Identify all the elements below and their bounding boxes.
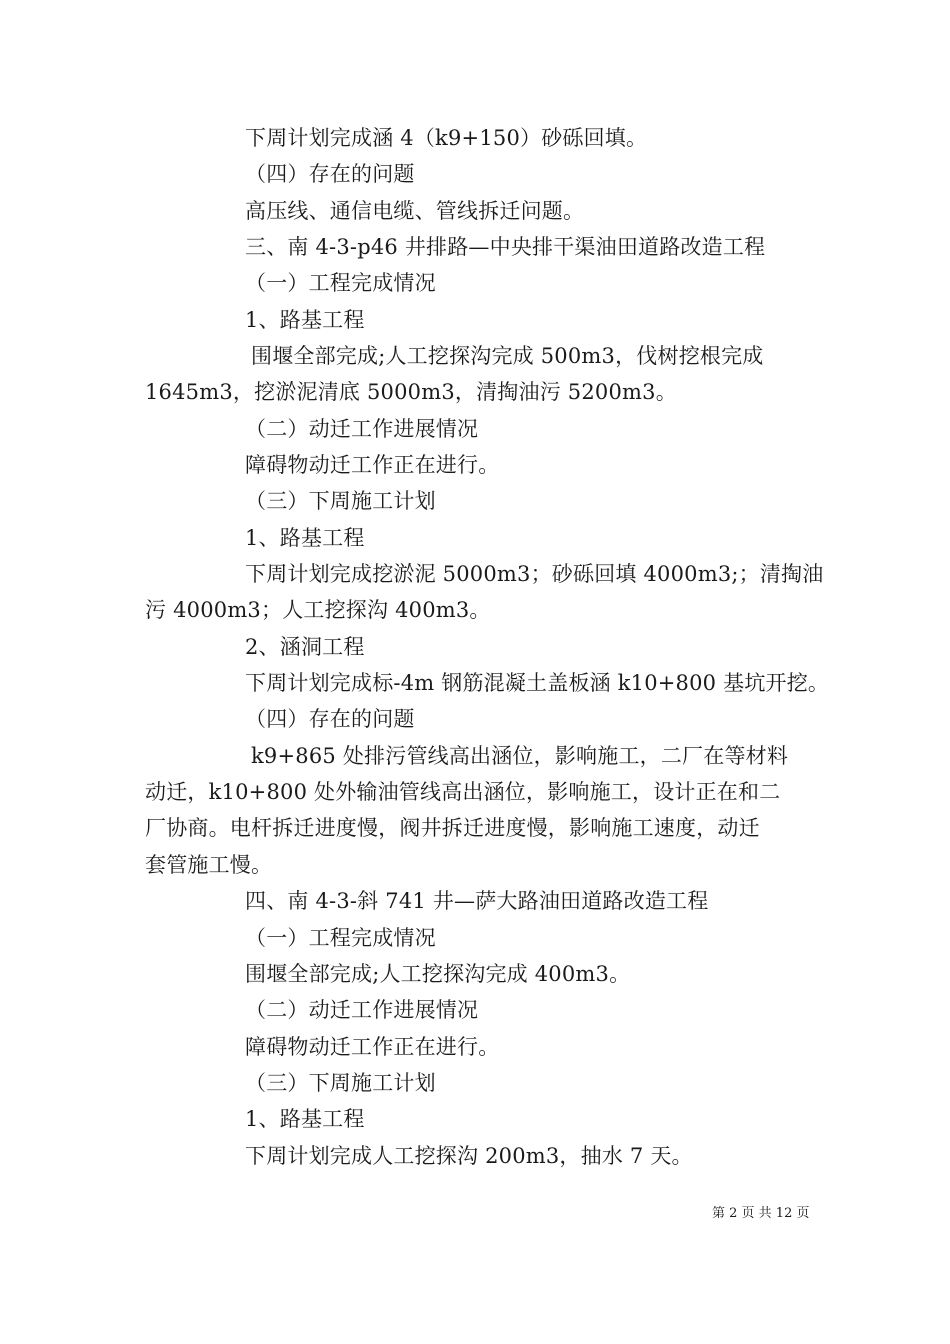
- section-heading: 1、路基工程: [245, 526, 365, 550]
- text-line: 下周计划完成人工挖探沟 200m3，抽水 7 天。: [245, 1144, 693, 1168]
- text-line: 围堰全部完成;人工挖探沟完成 500m3，伐树挖根完成: [251, 344, 764, 368]
- section-heading: （四）存在的问题: [245, 707, 415, 731]
- section-heading: （四）存在的问题: [245, 162, 415, 186]
- section-heading: （二）动迁工作进展情况: [245, 417, 479, 441]
- section-heading: （一）工程完成情况: [245, 926, 436, 950]
- text-line: 污 4000m3；人工挖探沟 400m3。: [145, 598, 491, 622]
- page-number: 第 2 页 共 12 页: [712, 1206, 810, 1221]
- text-line: 套管施工慢。: [145, 853, 273, 877]
- section-heading: （二）动迁工作进展情况: [245, 998, 479, 1022]
- text-line: 障碍物动迁工作正在进行。: [245, 453, 500, 477]
- text-line: 高压线、通信电缆、管线拆迁问题。: [245, 199, 585, 223]
- text-line: 1645m3，挖淤泥清底 5000m3，清掏油污 5200m3。: [145, 380, 677, 404]
- section-heading: 2、涵洞工程: [245, 635, 365, 659]
- text-line: 厂协商。电杆拆迁进度慢，阀井拆迁进度慢，影响施工速度，动迁: [145, 816, 760, 840]
- text-line: 围堰全部完成;人工挖探沟完成 400m3。: [245, 962, 631, 986]
- section-heading: 1、路基工程: [245, 308, 365, 332]
- text-line: 下周计划完成挖淤泥 5000m3；砂砾回填 4000m3;；清掏油: [245, 562, 824, 586]
- text-line: 下周计划完成涵 4（k9+150）砂砾回填。: [245, 126, 648, 150]
- text-line: 下周计划完成标-4m 钢筋混凝土盖板涵 k10+800 基坑开挖。: [245, 671, 830, 695]
- text-line: k9+865 处排污管线高出涵位，影响施工，二厂在等材料: [251, 744, 789, 768]
- section-heading: 四、南 4-3-斜 741 井—萨大路油田道路改造工程: [245, 889, 709, 913]
- section-heading: 三、南 4-3-p46 井排路—中央排干渠油田道路改造工程: [245, 235, 766, 259]
- text-line: 障碍物动迁工作正在进行。: [245, 1035, 500, 1059]
- section-heading: （三）下周施工计划: [245, 489, 436, 513]
- section-heading: 1、路基工程: [245, 1107, 365, 1131]
- section-heading: （一）工程完成情况: [245, 271, 436, 295]
- section-heading: （三）下周施工计划: [245, 1071, 436, 1095]
- text-line: 动迁，k10+800 处外输油管线高出涵位，影响施工，设计正在和二: [145, 780, 781, 804]
